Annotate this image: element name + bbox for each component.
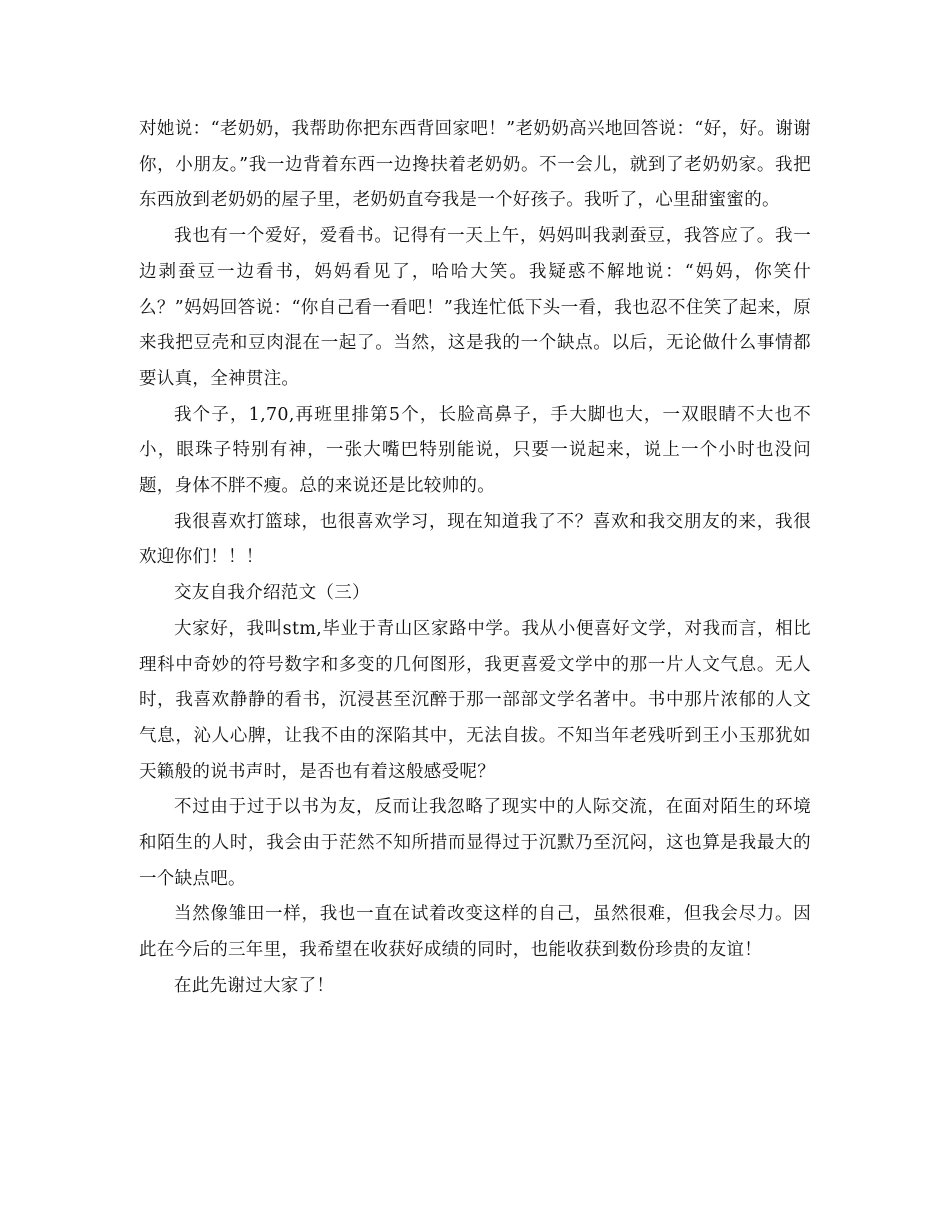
paragraph-4: 我很喜欢打篮球，也很喜欢学习，现在知道我了不？喜欢和我交朋友的来，我很欢迎你们！！！	[139, 511, 811, 568]
paragraph-9: 在此先谢过大家了！	[174, 975, 335, 996]
section-heading: 交友自我介绍范文（三）	[174, 583, 370, 604]
paragraph-8: 当然像雏田一样，我也一直在试着改变这样的自己，虽然很难，但我会尽力。因此在今后的三年里，我希望在收获好成绩的同时，也能收获到数份珍贵的友谊！	[139, 904, 811, 961]
paragraph-6: 大家好，我叫stm,毕业于青山区家路中学。我从小便喜好文学，对我而言，相比理科中奇妙的符号数字和多变的几何图形，我更喜爱文学中的那一片人文气息。无人时，我喜欢静静的看书，沉浸甚至沉醉于那一部部文学名著中。书中那片浓郁的人文气息，沁人心脾，让我不由的深陷其中，无法自拔。不知当年老残听到王小玉那犹如天籁般的说书声时，是否也有着这般感受呢？	[139, 618, 811, 782]
paragraph-2: 我也有一个爱好，爱看书。记得有一天上午，妈妈叫我剥蚕豆，我答应了。我一边剥蚕豆一边看书，妈妈看见了，哈哈大笑。我疑惑不解地说：“妈妈，你笑什么？”妈妈回答说：“你自己看一看吧！”我连忙低下头一看，我也忍不住笑了起来，原来我把豆壳和豆肉混在一起了。当然，这是我的一个缺点。以后，无论做什么事情都要认真，全神贯注。	[139, 226, 811, 389]
paragraph-3: 我个子，1,70,再班里排第5个，长脸高鼻子，手大脚也大，一双眼睛不大也不小，眼珠子特别有神，一张大嘴巴特别能说，只要一说起来，说上一个小时也没问题，身体不胖不瘦。总的来说还是比较帅的。	[139, 404, 811, 497]
paragraph-1: 对她说：“老奶奶，我帮助你把东西背回家吧！”老奶奶高兴地回答说：“好，好。谢谢你，小朋友。”我一边背着东西一边搀扶着老奶奶。不一会儿，就到了老奶奶家。我把东西放到老奶奶的屋子里，老奶奶直夸我是一个好孩子。我听了，心里甜蜜蜜的。	[139, 119, 811, 211]
paragraph-7: 不过由于过于以书为友，反而让我忽略了现实中的人际交流，在面对陌生的环境和陌生的人时，我会由于茫然不知所措而显得过于沉默乃至沉闷，这也算是我最大的一个缺点吧。	[139, 797, 811, 889]
document-body	[139, 112, 811, 1005]
